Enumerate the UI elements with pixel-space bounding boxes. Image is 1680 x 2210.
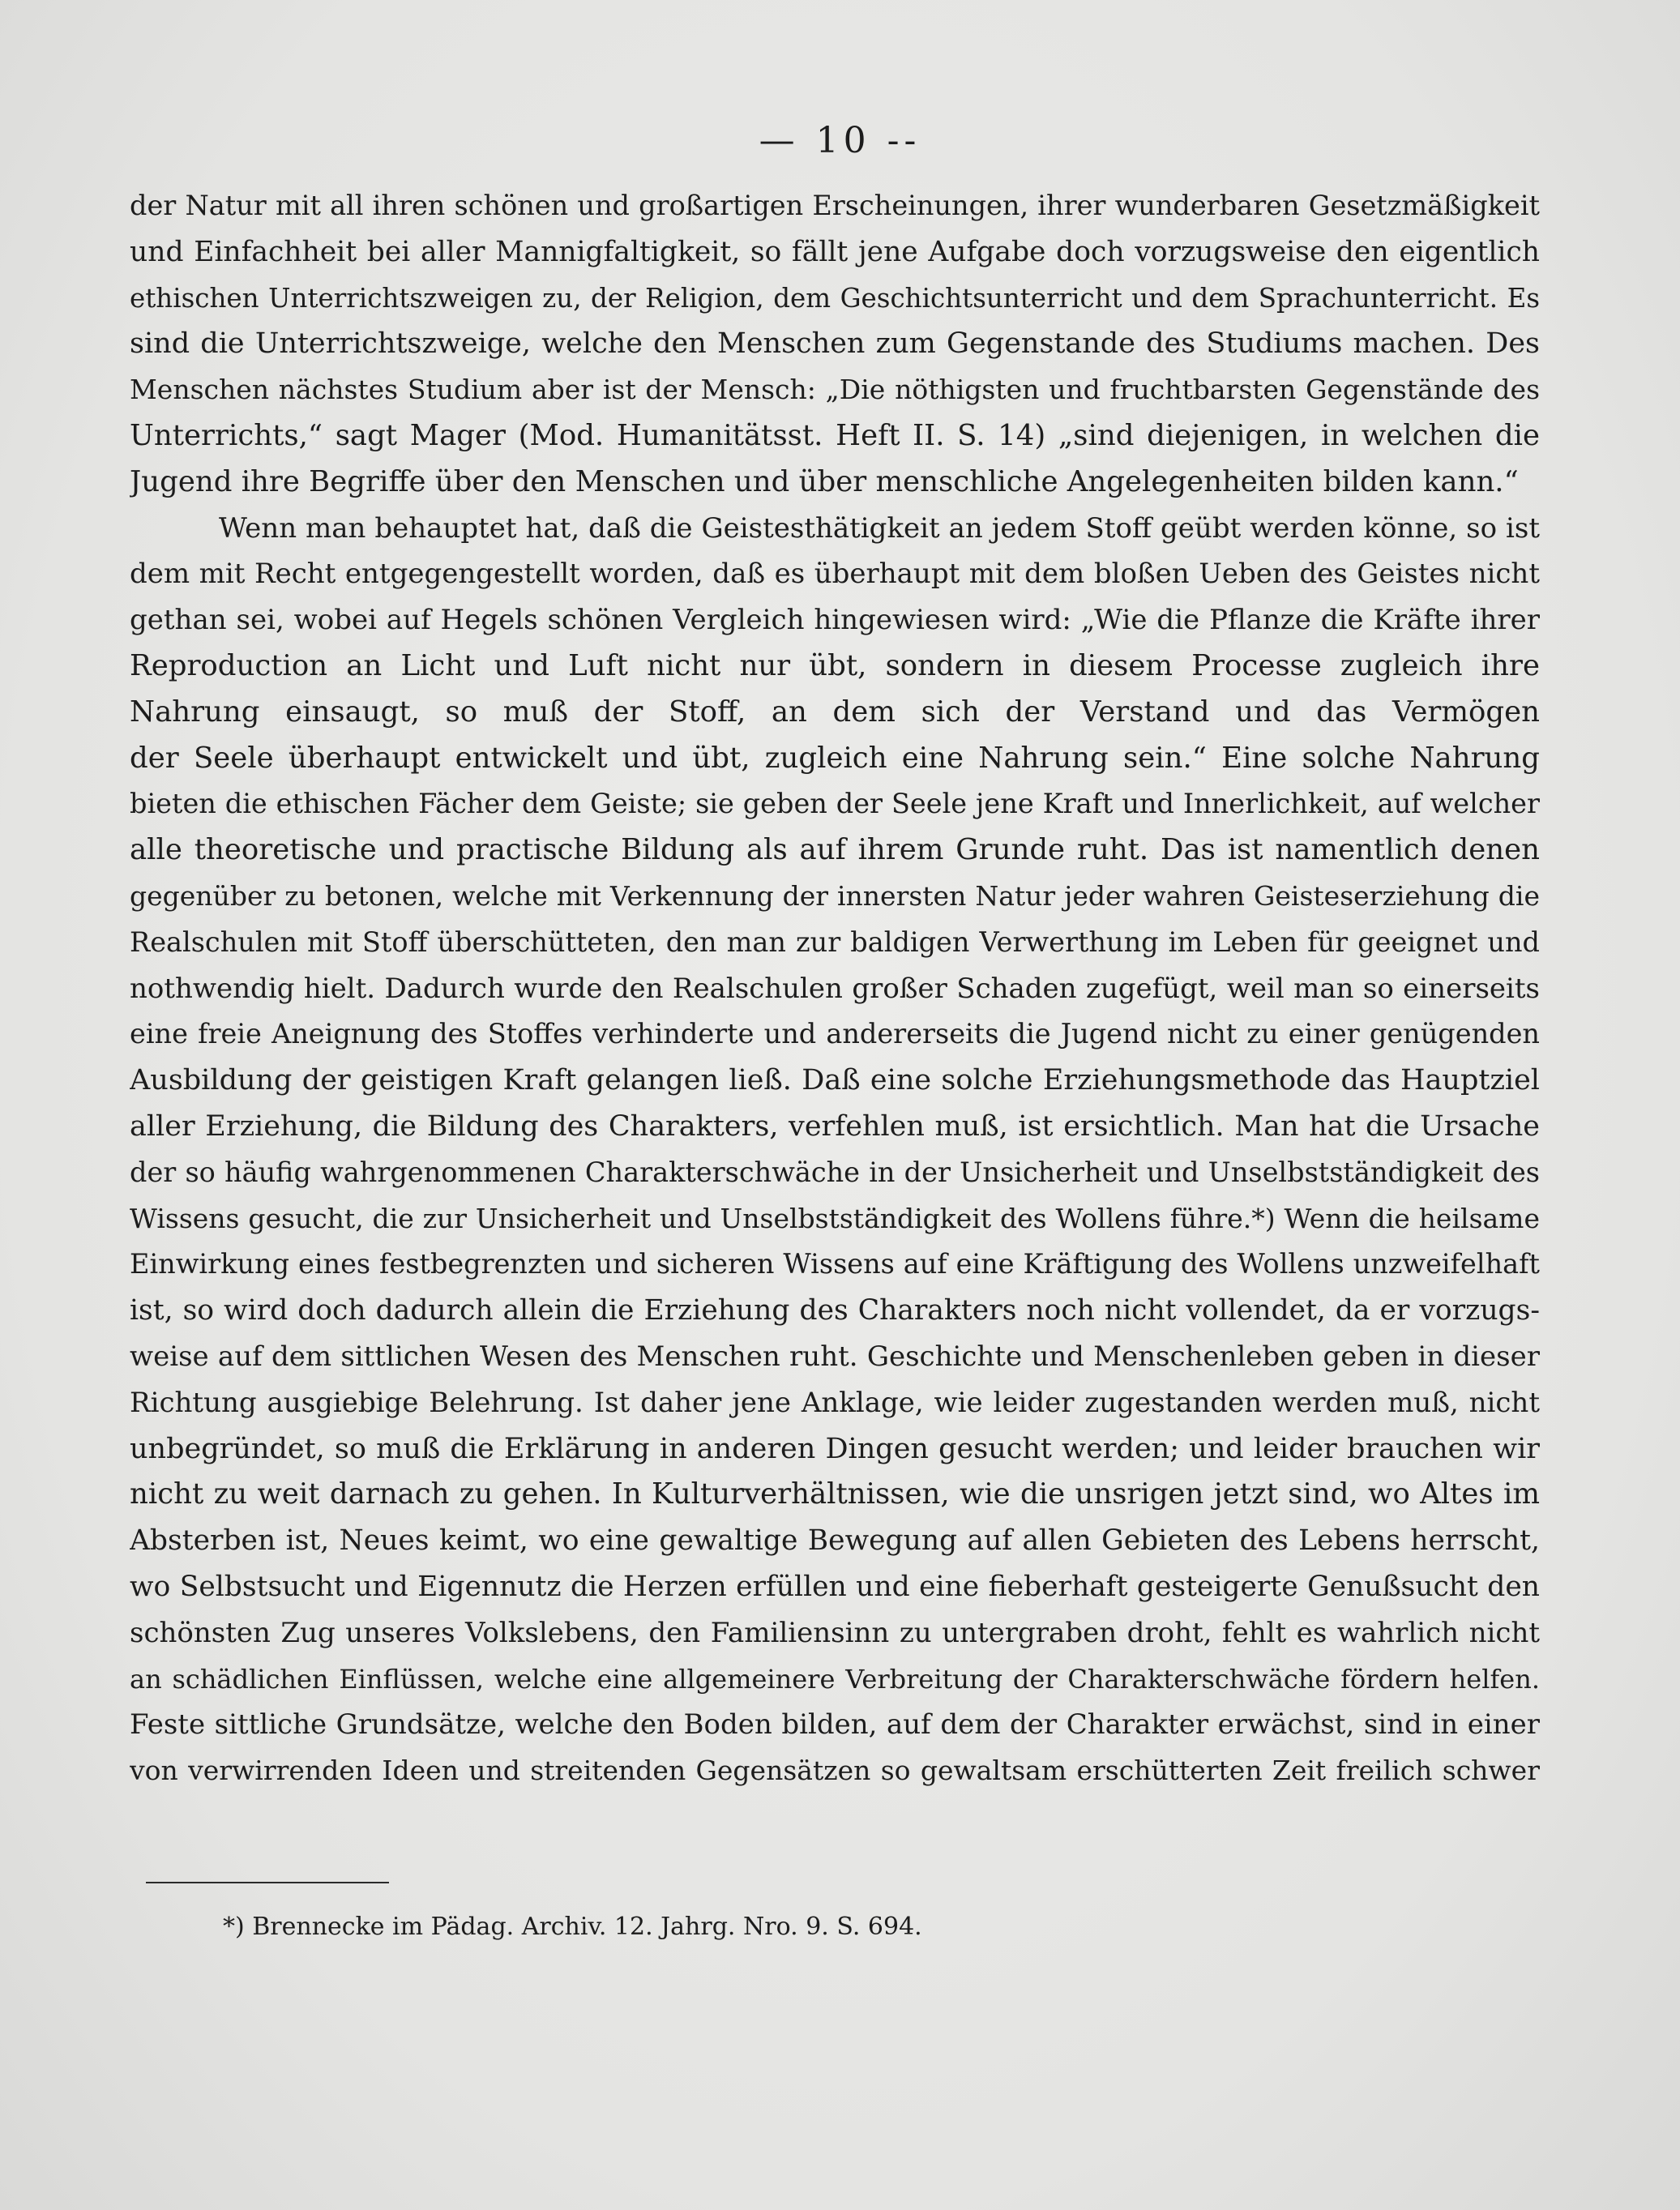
text-line: wo Selbstsucht und Eigennutz die Herzen erfüllen und eine fieberhaft gesteigerte Genußsucht den <box>130 1570 1540 1603</box>
footnote-divider <box>146 1882 389 1883</box>
text-line: Ausbildung der geistigen Kraft gelangen ließ. Daß eine solche Erziehungsmethode das Hauptziel <box>130 1064 1540 1097</box>
text-line: ist, so wird doch dadurch allein die Erziehung des Charakters noch nicht vollendet, da er vorzugs- <box>130 1294 1540 1327</box>
text-line: ethischen Unterrichtszweigen zu, der Religion, dem Geschichtsunterricht und dem Sprachunterricht. Es <box>130 282 1540 314</box>
text-line: gegenüber zu betonen, welche mit Verkennung der innersten Natur jeder wahren Geisteserziehung die <box>130 879 1540 912</box>
text-line: Richtung ausgiebige Belehrung. Ist daher jene Anklage, wie leider zugestanden werden muß, nicht <box>130 1386 1540 1419</box>
text-line: bieten die ethischen Fächer dem Geiste; sie geben der Seele jene Kraft und Innerlichkeit, auf welcher <box>130 788 1540 820</box>
text-line: Unterrichts,“ sagt Mager (Mod. Humanitätsst. Heft II. S. 14) „sind diejenigen, in welchen die <box>130 418 1540 452</box>
text-line: Reproduction an Licht und Luft nicht nur übt, sondern in diesem Processe zugleich ihre <box>130 648 1540 682</box>
text-line: unbegründet, so muß die Erklärung in anderen Dingen gesucht werden; und leider brauchen wir <box>130 1432 1540 1465</box>
text-line: Jugend ihre Begriffe über den Menschen und über menschliche Angelegenheiten bilden kann.“ <box>130 464 1519 498</box>
text-line: dem mit Recht entgegengestellt worden, daß es überhaupt mit dem bloßen Ueben des Geistes nicht <box>130 558 1540 591</box>
text-line: von verwirrenden Ideen und streitenden Gegensätzen so gewaltsam erschütterten Zeit freilich schwer <box>130 1755 1540 1787</box>
text-line: Absterben ist, Neues keimt, wo eine gewaltige Bewegung auf allen Gebieten des Lebens herrscht, <box>130 1524 1540 1558</box>
text-line: Nahrung einsaugt, so muß der Stoff, an dem sich der Verstand und das Vermögen <box>130 695 1540 729</box>
text-line: schönsten Zug unseres Volkslebens, den Familiensinn zu untergraben droht, fehlt es wahrlich nicht <box>130 1616 1540 1649</box>
text-line: Menschen nächstes Studium aber ist der Mensch: „Die nöthigsten und fruchtbarsten Gegenstände des <box>130 374 1540 406</box>
text-line: Feste sittliche Grundsätze, welche den Boden bilden, auf dem der Charakter erwächst, sind in einer <box>130 1708 1540 1742</box>
page-number-header: — 10 -- <box>759 120 921 161</box>
text-line: Einwirkung eines festbegrenzten und sicheren Wissens auf eine Kräftigung des Wollens unzweifelhaft <box>130 1248 1540 1280</box>
footnote: *) Brennecke im Pädag. Archiv. 12. Jahrg. Nro. 9. S. 694. <box>223 1913 922 1941</box>
body-text <box>130 183 1540 1794</box>
text-line: nicht zu weit darnach zu gehen. In Kulturverhältnissen, wie die unsrigen jetzt sind, wo Altes im <box>130 1477 1540 1511</box>
text-line: Wenn man behauptet hat, daß die Geistesthätigkeit an jedem Stoff geübt werden könne, so ist <box>219 511 1540 545</box>
text-line: aller Erziehung, die Bildung des Charakters, verfehlen muß, ist ersichtlich. Man hat die Ursache <box>130 1109 1540 1143</box>
text-line: der Seele überhaupt entwickelt und übt, zugleich eine Nahrung sein.“ Eine solche Nahrung <box>130 741 1540 775</box>
text-line: sind die Unterrichtszweige, welche den Menschen zum Gegenstande des Studiums machen. Des <box>130 327 1540 361</box>
text-line: und Einfachheit bei aller Mannigfaltigkeit, so fällt jene Aufgabe doch vorzugsweise den eigentlich <box>130 235 1540 268</box>
text-line: nothwendig hielt. Dadurch wurde den Realschulen großer Schaden zugefügt, weil man so einerseits <box>130 972 1540 1005</box>
text-line: Realschulen mit Stoff überschütteten, den man zur baldigen Verwerthung im Leben für geeignet und <box>130 925 1540 958</box>
text-line: Wissens gesucht, die zur Unsicherheit und Unselbstständigkeit des Wollens führe.*) Wenn die heilsame <box>130 1202 1540 1234</box>
text-line: der Natur mit all ihren schönen und großartigen Erscheinungen, ihrer wunderbaren Gesetzmäßigkeit <box>130 190 1540 221</box>
text-line: eine freie Aneignung des Stoffes verhinderte und andererseits die Jugend nicht zu einer genügenden <box>130 1018 1540 1050</box>
text-line: weise auf dem sittlichen Wesen des Menschen ruht. Geschichte und Menschenleben geben in dieser <box>130 1340 1540 1373</box>
text-line: alle theoretische und practische Bildung als auf ihrem Grunde ruht. Das ist namentlich denen <box>130 833 1540 867</box>
text-line: der so häufig wahrgenommenen Charakterschwäche in der Unsicherheit und Unselbstständigkeit des <box>130 1156 1540 1188</box>
text-line: an schädlichen Einflüssen, welche eine allgemeinere Verbreitung der Charakterschwäche fördern helfen. <box>130 1663 1540 1695</box>
text-line: gethan sei, wobei auf Hegels schönen Vergleich hingewiesen wird: „Wie die Pflanze die Kräfte ihrer <box>130 604 1540 637</box>
